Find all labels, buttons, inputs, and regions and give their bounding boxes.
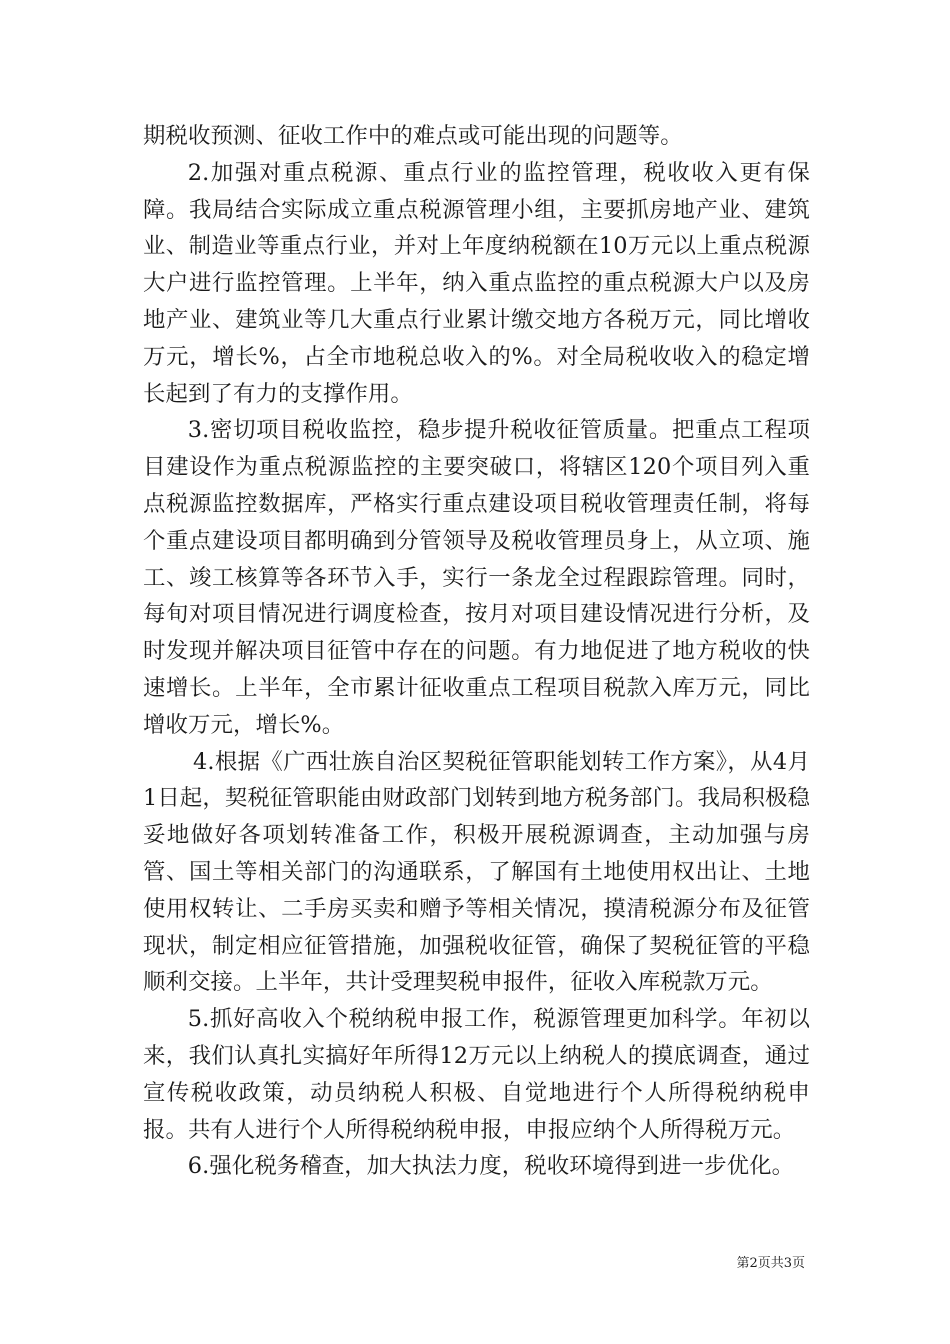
paragraph-item-6: 6.强化税务稽查，加大执法力度，税收环境得到进一步优化。 xyxy=(187,1153,795,1180)
paragraph-item-4: 4.根据《广西壮族自治区契税征管职能划转工作方案》，从4月1日起，契税征管职能由财政部门划转到地方税务部门。我局积极稳妥地做好各项划转准备工作，积极开展税源调查，主动加强与房管、国土等相关部门的沟通联系，了解国有土地使用权出让、土地使用权转让、二手房买卖和赠予等相关情况，摸清税源分布及征管现状，制定相应征管措施，加强税收征管，确保了契税征管的平稳顺利交接。上半年，共计受理契税申报件，征收入库税款万元。 xyxy=(143,748,810,996)
paragraph-item-5: 5.抓好高收入个税纳税申报工作，税源管理更加科学。年初以来，我们认真扎实搞好年所得12万元以上纳税人的摸底调查，通过宣传税收政策，动员纳税人积极、自觉地进行个人所得税纳税申报。共有人进行个人所得税纳税申报，申报应纳个人所得税万元。 xyxy=(143,1006,810,1143)
document-body xyxy=(143,118,810,1185)
paragraph-item-3: 3.密切项目税收监控，稳步提升税收征管质量。把重点工程项目建设作为重点税源监控的主要突破口，将辖区120个项目列入重点税源监控数据库，严格实行重点建设项目税收管理责任制，将每个重点建设项目都明确到分管领导及税收管理员身上，从立项、施工、竣工核算等各环节入手，实行一条龙全过程跟踪管理。同时，每旬对项目情况进行调度检查，按月对项目建设情况进行分析，及时发现并解决项目征管中存在的问题。有力地促进了地方税收的快速增长。上半年，全市累计征收重点工程项目税款入库万元，同比增收万元，增长%。 xyxy=(143,417,810,738)
paragraph-item-2: 2.加强对重点税源、重点行业的监控管理，税收收入更有保障。我局结合实际成立重点税源管理小组，主要抓房地产业、建筑业、制造业等重点行业，并对上年度纳税额在10万元以上重点税源大户进行监控管理。上半年，纳入重点监控的重点税源大户以及房地产业、建筑业等几大重点行业累计缴交地方各税万元，同比增收万元，增长%，占全市地税总收入的%。对全局税收收入的稳定增长起到了有力的支撑作用。 xyxy=(143,159,810,407)
paragraph-continuation: 期税收预测、征收工作中的难点或可能出现的问题等。 xyxy=(143,123,683,149)
page-number-footer: 第2页共3页 xyxy=(736,1256,805,1271)
